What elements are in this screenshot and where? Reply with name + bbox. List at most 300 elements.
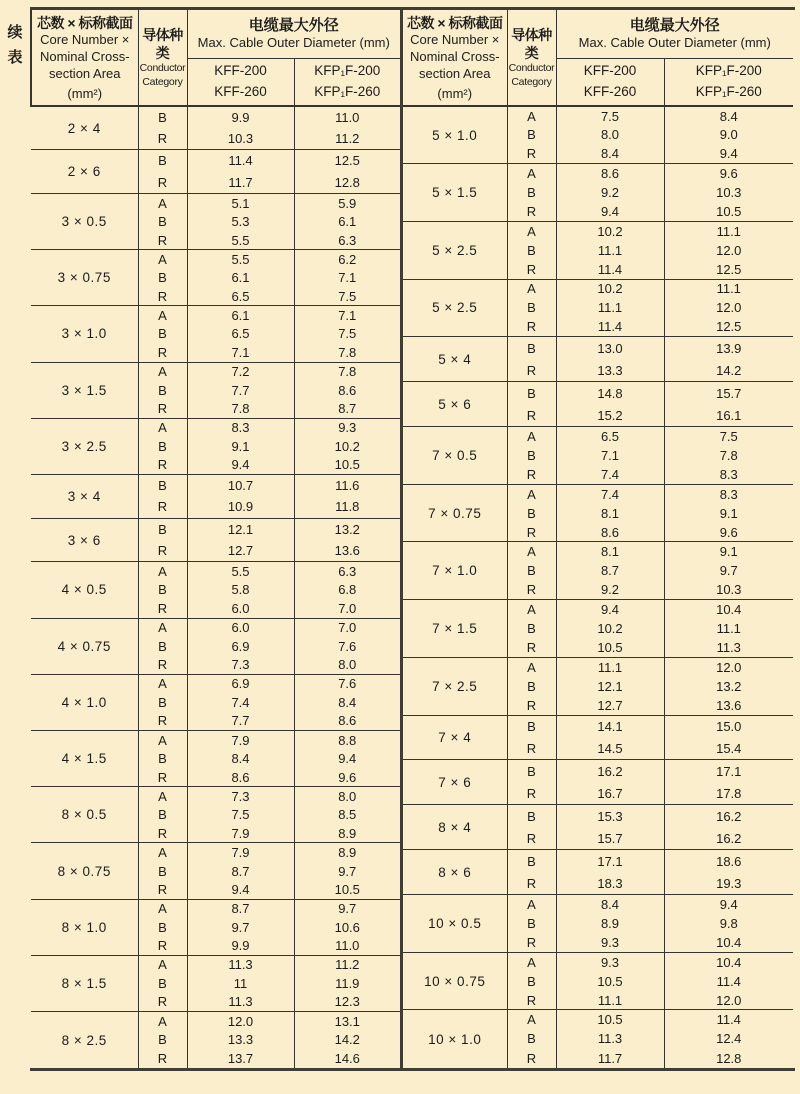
table-row bbox=[403, 850, 793, 872]
kfp-value-cell: 7.6 bbox=[338, 638, 357, 654]
kfp-value-cell: 8.3 bbox=[664, 484, 793, 503]
conductor-cell: A bbox=[507, 952, 556, 971]
kff-model-header bbox=[556, 58, 664, 106]
kff-value-cell: 6.0 bbox=[187, 599, 294, 618]
core-header-en1: Core Number × bbox=[410, 31, 500, 47]
kff-260-label: KFF-260 bbox=[583, 83, 637, 99]
core-header-en3: section Area bbox=[418, 65, 491, 81]
conductor-cell: R bbox=[507, 202, 556, 221]
kff-value-cell: 11.1 bbox=[556, 241, 664, 260]
table-row bbox=[31, 193, 400, 212]
kff-value-cell: 10.7 bbox=[187, 474, 294, 496]
kff-value-cell: 11.7 bbox=[556, 1048, 664, 1068]
conductor-cell: A bbox=[138, 843, 187, 862]
kff-value-cell: 7.7 bbox=[187, 712, 294, 731]
max-diameter-header bbox=[187, 10, 400, 58]
conductor-cell: A bbox=[138, 731, 187, 750]
kfp-value-cell: 11.4 bbox=[664, 1010, 793, 1029]
core-header-unit: (mm²) bbox=[437, 86, 473, 102]
size-cell: 7 × 1.5 bbox=[403, 600, 507, 658]
table-row bbox=[31, 899, 400, 918]
core-header-en2: Nominal Cross- bbox=[409, 48, 500, 64]
conductor-cell: B bbox=[507, 972, 556, 991]
conductor-cell: R bbox=[138, 824, 187, 843]
kfp-value-cell: 7.5 bbox=[664, 427, 793, 446]
conductor-cell: R bbox=[507, 696, 556, 715]
kfp-value-cell: 10.4 bbox=[664, 952, 793, 971]
size-cell: 7 × 2.5 bbox=[403, 657, 507, 715]
size-cell: 5 × 2.5 bbox=[403, 221, 507, 279]
kfp-value-cell: 8.7 bbox=[338, 401, 357, 417]
kff-value-cell: 9.3 bbox=[556, 952, 664, 971]
conductor-cell: B bbox=[507, 446, 556, 465]
kfp-value-cell: 9.7 bbox=[338, 863, 357, 879]
kff-model-header bbox=[187, 58, 294, 106]
conductor-cell: A bbox=[507, 221, 556, 240]
kff-value-cell: 9.4 bbox=[556, 202, 664, 221]
kff-value-cell: 7.5 bbox=[556, 106, 664, 125]
conductor-cell: B bbox=[138, 693, 187, 712]
size-cell: 10 × 0.5 bbox=[403, 895, 507, 953]
kfp-value-cell: 9.0 bbox=[719, 127, 738, 143]
kff-260-label: KFF-260 bbox=[214, 83, 267, 99]
conductor-cell: A bbox=[507, 1010, 556, 1029]
left-table-header bbox=[31, 10, 400, 106]
conductor-cell: B bbox=[507, 504, 556, 523]
conductor-cell: A bbox=[507, 895, 556, 914]
conductor-cell: R bbox=[138, 496, 187, 518]
kff-value-cell: 7.9 bbox=[187, 843, 294, 862]
conductor-cell: A bbox=[138, 193, 187, 212]
conductor-cell: B bbox=[138, 862, 187, 881]
diameter-header-cn: 电缆最大外径 bbox=[629, 16, 720, 34]
conductor-category-header bbox=[138, 10, 187, 106]
core-header-unit: (mm²) bbox=[67, 86, 103, 102]
conductor-cell: R bbox=[507, 872, 556, 894]
conductor-cell: R bbox=[138, 656, 187, 675]
kfp1f-260-label: KFP₁F-260 bbox=[695, 83, 762, 99]
conductor-cell: R bbox=[138, 937, 187, 956]
conductor-cell: B bbox=[507, 760, 556, 782]
kff-value-cell: 11.4 bbox=[556, 260, 664, 279]
kfp-value-cell: 13.6 bbox=[334, 543, 360, 559]
size-cell: 8 × 1.0 bbox=[31, 899, 138, 955]
right-table-body bbox=[403, 106, 793, 1068]
kff-value-cell: 15.2 bbox=[556, 404, 664, 426]
conductor-cell: A bbox=[138, 787, 187, 806]
kfp-value-cell: 11.0 bbox=[335, 109, 360, 125]
size-cell: 5 × 4 bbox=[403, 337, 507, 382]
kfp-value-cell: 9.7 bbox=[294, 899, 400, 918]
conductor-cell: R bbox=[507, 782, 556, 804]
table-row bbox=[403, 221, 793, 240]
table-row bbox=[403, 952, 793, 971]
kff-value-cell: 5.1 bbox=[187, 193, 294, 212]
kfp-value-cell: 10.2 bbox=[334, 438, 360, 454]
kff-value-cell: 7.1 bbox=[556, 446, 664, 465]
kff-value-cell: 10.2 bbox=[556, 619, 664, 638]
kfp-value-cell: 10.5 bbox=[716, 204, 742, 220]
conductor-cell: B bbox=[138, 581, 187, 600]
conductor-cell: A bbox=[138, 1012, 187, 1031]
kff-value-cell: 9.3 bbox=[556, 933, 664, 952]
kff-value-cell: 6.9 bbox=[187, 674, 294, 693]
conductor-cell: R bbox=[138, 172, 187, 194]
kff-value-cell: 12.7 bbox=[187, 540, 294, 562]
conductor-cell: B bbox=[507, 241, 556, 260]
kff-value-cell: 9.9 bbox=[187, 937, 294, 956]
conductor-cell: R bbox=[507, 738, 556, 760]
table-row bbox=[31, 106, 400, 128]
size-cell: 8 × 4 bbox=[403, 805, 507, 850]
conductor-cell: B bbox=[507, 298, 556, 317]
kff-value-cell: 11.7 bbox=[187, 172, 294, 194]
conductor-cell: R bbox=[507, 359, 556, 381]
core-header-en2: Nominal Cross- bbox=[39, 48, 130, 64]
kfp-value-cell: 10.6 bbox=[334, 919, 360, 935]
table-row bbox=[31, 518, 400, 540]
kff-value-cell: 7.4 bbox=[556, 484, 664, 503]
size-cell: 8 × 1.5 bbox=[31, 955, 138, 1011]
size-cell: 3 × 0.75 bbox=[31, 250, 138, 306]
kfp-value-cell: 6.8 bbox=[338, 582, 357, 598]
table-row bbox=[31, 955, 400, 974]
size-cell: 3 × 1.5 bbox=[31, 362, 138, 418]
kff-value-cell: 5.8 bbox=[187, 581, 294, 600]
kfp-value-cell: 16.2 bbox=[664, 805, 793, 827]
kfp-value-cell: 9.4 bbox=[664, 895, 793, 914]
table-row bbox=[403, 657, 793, 676]
kfp-value-cell: 8.5 bbox=[338, 807, 357, 823]
conductor-header-cn2: 类 bbox=[155, 44, 170, 61]
kff-value-cell: 11.1 bbox=[556, 298, 664, 317]
kfp-value-cell: 16.1 bbox=[716, 407, 742, 423]
kfp-value-cell: 11.8 bbox=[335, 499, 360, 515]
diameter-header-en: Max. Cable Outer Diameter (mm) bbox=[197, 35, 390, 51]
conductor-header-en1: Conductor bbox=[508, 62, 555, 75]
kfp-value-cell: 17.8 bbox=[716, 785, 742, 801]
table-row bbox=[31, 562, 400, 581]
conductor-cell: R bbox=[138, 768, 187, 787]
kff-value-cell: 13.0 bbox=[556, 337, 664, 359]
conductor-cell: B bbox=[138, 805, 187, 824]
conductor-cell: A bbox=[507, 542, 556, 561]
table-row bbox=[31, 474, 400, 496]
kfp-value-cell: 13.1 bbox=[294, 1012, 400, 1031]
kff-value-cell: 15.3 bbox=[556, 805, 664, 827]
kff-value-cell: 11.3 bbox=[187, 993, 294, 1012]
kfp-value-cell: 8.0 bbox=[294, 787, 400, 806]
kff-value-cell: 7.2 bbox=[187, 362, 294, 381]
kff-value-cell: 8.1 bbox=[556, 542, 664, 561]
kfp-value-cell: 12.5 bbox=[716, 261, 742, 277]
conductor-header-cn1: 导体种 bbox=[142, 26, 183, 43]
conductor-cell: B bbox=[138, 518, 187, 540]
kff-value-cell: 8.1 bbox=[556, 504, 664, 523]
conductor-cell: B bbox=[138, 749, 187, 768]
kfp-value-cell: 6.1 bbox=[338, 214, 357, 230]
table-row bbox=[403, 427, 793, 446]
conductor-cell: R bbox=[507, 318, 556, 337]
conductor-cell: R bbox=[138, 599, 187, 618]
kff-value-cell: 10.3 bbox=[187, 128, 294, 150]
kfp-value-cell: 10.4 bbox=[664, 600, 793, 619]
conductor-cell: A bbox=[507, 657, 556, 676]
kfp-value-cell: 9.4 bbox=[719, 146, 738, 162]
size-cell: 8 × 0.5 bbox=[31, 787, 138, 843]
size-cell: 5 × 1.0 bbox=[403, 106, 507, 164]
conductor-cell: R bbox=[507, 1048, 556, 1068]
kfp-value-cell: 11.6 bbox=[294, 474, 400, 496]
kff-value-cell: 7.8 bbox=[187, 400, 294, 419]
kfp-value-cell: 15.4 bbox=[716, 740, 742, 756]
table-row bbox=[403, 600, 793, 619]
kff-value-cell: 8.7 bbox=[187, 899, 294, 918]
kff-value-cell: 6.5 bbox=[556, 427, 664, 446]
kfp-value-cell: 12.4 bbox=[716, 1031, 742, 1047]
kfp-value-cell: 9.4 bbox=[338, 751, 357, 767]
kfp-value-cell: 12.3 bbox=[334, 994, 360, 1010]
kff-value-cell: 16.2 bbox=[556, 760, 664, 782]
kff-value-cell: 5.5 bbox=[187, 250, 294, 269]
kfp-value-cell: 6.2 bbox=[294, 250, 400, 269]
kfp-value-cell: 12.0 bbox=[716, 300, 742, 316]
kfp1f-200-label: KFP₁F-200 bbox=[695, 62, 762, 78]
kfp-value-cell: 18.6 bbox=[664, 850, 793, 872]
kfp-value-cell: 6.3 bbox=[338, 232, 357, 248]
kfp-value-cell: 14.2 bbox=[334, 1032, 360, 1048]
kff-value-cell: 7.3 bbox=[187, 787, 294, 806]
kfp-value-cell: 5.9 bbox=[294, 193, 400, 212]
kff-value-cell: 11.4 bbox=[187, 150, 294, 172]
size-cell: 2 × 6 bbox=[31, 150, 138, 194]
kff-value-cell: 8.4 bbox=[187, 749, 294, 768]
kfp-value-cell: 7.5 bbox=[338, 326, 357, 342]
kfp-value-cell: 7.1 bbox=[338, 270, 357, 286]
diameter-header-en: Max. Cable Outer Diameter (mm) bbox=[578, 35, 771, 51]
conductor-cell: B bbox=[507, 337, 556, 359]
max-diameter-header bbox=[556, 10, 793, 58]
kfp-value-cell: 8.8 bbox=[294, 731, 400, 750]
conductor-cell: R bbox=[138, 231, 187, 250]
conductor-category-header bbox=[507, 10, 556, 106]
kfp-value-cell: 9.6 bbox=[664, 164, 793, 183]
conductor-cell: R bbox=[507, 638, 556, 657]
kfp-value-cell: 12.5 bbox=[294, 150, 400, 172]
kfp-value-cell: 11.1 bbox=[664, 279, 793, 298]
kff-value-cell: 9.4 bbox=[556, 600, 664, 619]
kfp-value-cell: 7.0 bbox=[338, 600, 357, 616]
conductor-cell: B bbox=[138, 106, 187, 128]
conductor-cell: R bbox=[138, 712, 187, 731]
table-row bbox=[403, 337, 793, 359]
conductor-header-en1: Conductor bbox=[139, 62, 186, 75]
size-cell: 3 × 2.5 bbox=[31, 418, 138, 474]
kff-value-cell: 12.1 bbox=[556, 677, 664, 696]
kfp-value-cell: 9.3 bbox=[294, 418, 400, 437]
size-cell: 7 × 0.5 bbox=[403, 427, 507, 485]
kfp-value-cell: 12.8 bbox=[716, 1050, 742, 1066]
size-cell: 7 × 1.0 bbox=[403, 542, 507, 600]
conductor-cell: B bbox=[138, 437, 187, 456]
table-row bbox=[31, 674, 400, 693]
conductor-header-en2: Category bbox=[511, 75, 552, 88]
kff-value-cell: 7.3 bbox=[187, 656, 294, 675]
kfp-value-cell: 9.8 bbox=[719, 915, 738, 931]
kfp-value-cell: 11.4 bbox=[716, 973, 741, 989]
kfp-value-cell: 8.6 bbox=[338, 713, 357, 729]
kfp-value-cell: 7.8 bbox=[294, 362, 400, 381]
kfp-value-cell: 15.7 bbox=[664, 382, 793, 404]
conductor-cell: B bbox=[138, 637, 187, 656]
conductor-cell: B bbox=[138, 268, 187, 287]
kfp-value-cell: 8.6 bbox=[338, 382, 357, 398]
conductor-cell: R bbox=[507, 144, 556, 163]
kfp-value-cell: 8.9 bbox=[294, 843, 400, 862]
kfp-value-cell: 12.0 bbox=[716, 992, 742, 1008]
size-cell: 7 × 4 bbox=[403, 715, 507, 760]
table-row bbox=[31, 1012, 400, 1031]
header-row bbox=[31, 10, 400, 58]
conductor-cell: B bbox=[138, 381, 187, 400]
conductor-cell: R bbox=[138, 287, 187, 306]
kff-value-cell: 8.6 bbox=[556, 523, 664, 542]
kfp-value-cell: 11.3 bbox=[716, 640, 741, 655]
kff-value-cell: 10.2 bbox=[556, 221, 664, 240]
kff-value-cell: 11.1 bbox=[556, 991, 664, 1010]
core-header-en3: section Area bbox=[48, 65, 121, 81]
kff-value-cell: 6.5 bbox=[187, 325, 294, 344]
size-cell: 4 × 0.75 bbox=[31, 618, 138, 674]
conductor-header-cn1: 导体种 bbox=[511, 26, 552, 43]
kfp-value-cell: 19.3 bbox=[716, 875, 742, 891]
kfp-value-cell: 7.8 bbox=[719, 447, 738, 463]
conductor-cell: B bbox=[138, 150, 187, 172]
kff-value-cell: 9.2 bbox=[556, 580, 664, 599]
kff-value-cell: 8.4 bbox=[556, 144, 664, 163]
kff-value-cell: 13.3 bbox=[187, 1030, 294, 1049]
conductor-cell: A bbox=[138, 674, 187, 693]
kff-value-cell: 7.9 bbox=[187, 824, 294, 843]
size-cell: 3 × 1.0 bbox=[31, 306, 138, 362]
kfp-value-cell: 7.0 bbox=[294, 618, 400, 637]
size-cell: 5 × 2.5 bbox=[403, 279, 507, 337]
conductor-cell: A bbox=[507, 164, 556, 183]
kfp-value-cell: 9.6 bbox=[338, 769, 357, 785]
kff-value-cell: 8.9 bbox=[556, 914, 664, 933]
table-row bbox=[31, 843, 400, 862]
conductor-cell: A bbox=[138, 618, 187, 637]
size-cell: 4 × 1.5 bbox=[31, 731, 138, 787]
kff-value-cell: 8.3 bbox=[187, 418, 294, 437]
conductor-cell: R bbox=[138, 400, 187, 419]
conductor-cell: A bbox=[138, 955, 187, 974]
kfp-value-cell: 13.2 bbox=[294, 518, 400, 540]
table-row bbox=[403, 760, 793, 782]
kff-value-cell: 11.1 bbox=[556, 657, 664, 676]
kfp-value-cell: 9.7 bbox=[719, 563, 738, 579]
table-row bbox=[31, 787, 400, 806]
kff-value-cell: 14.1 bbox=[556, 715, 664, 737]
right-spec-table bbox=[403, 10, 793, 1068]
conductor-cell: B bbox=[138, 1030, 187, 1049]
size-cell: 7 × 0.75 bbox=[403, 484, 507, 542]
table-row bbox=[403, 106, 793, 125]
left-table-body bbox=[31, 106, 400, 1068]
size-cell: 10 × 1.0 bbox=[403, 1010, 507, 1068]
kff-value-cell: 11.3 bbox=[187, 955, 294, 974]
conductor-cell: R bbox=[138, 993, 187, 1012]
kff-200-label: KFF-200 bbox=[583, 62, 637, 78]
table-row bbox=[403, 542, 793, 561]
kff-value-cell: 6.9 bbox=[187, 637, 294, 656]
kff-value-cell: 5.5 bbox=[187, 231, 294, 250]
kfp-value-cell: 9.1 bbox=[664, 542, 793, 561]
kff-value-cell: 8.0 bbox=[556, 125, 664, 144]
conductor-cell: B bbox=[507, 715, 556, 737]
conductor-cell: A bbox=[507, 427, 556, 446]
continued-table-label: 续表 bbox=[7, 24, 23, 66]
conductor-cell: R bbox=[138, 456, 187, 475]
size-cell: 8 × 6 bbox=[403, 850, 507, 895]
kfp-value-cell: 14.2 bbox=[716, 362, 742, 378]
kfp-value-cell: 11.2 bbox=[294, 955, 400, 974]
conductor-cell: B bbox=[138, 212, 187, 231]
kff-value-cell: 11.4 bbox=[556, 318, 664, 337]
kfp-value-cell: 12.0 bbox=[716, 242, 742, 258]
kff-value-cell: 9.4 bbox=[187, 456, 294, 475]
kff-value-cell: 14.5 bbox=[556, 738, 664, 760]
kff-value-cell: 14.8 bbox=[556, 382, 664, 404]
conductor-cell: A bbox=[138, 362, 187, 381]
table-row bbox=[31, 150, 400, 172]
kfp-value-cell: 10.3 bbox=[716, 582, 742, 598]
kfp-value-cell: 11.1 bbox=[664, 221, 793, 240]
table-row bbox=[403, 1010, 793, 1029]
kff-value-cell: 8.6 bbox=[556, 164, 664, 183]
kff-value-cell: 12.0 bbox=[187, 1012, 294, 1031]
conductor-cell: R bbox=[138, 1049, 187, 1068]
conductor-cell: A bbox=[507, 279, 556, 298]
conductor-cell: B bbox=[138, 918, 187, 937]
table-row bbox=[31, 418, 400, 437]
kfp-value-cell: 11.2 bbox=[335, 131, 360, 147]
kfp-value-cell: 8.3 bbox=[719, 466, 738, 482]
conductor-cell: R bbox=[138, 540, 187, 562]
conductor-cell: A bbox=[138, 306, 187, 325]
left-gutter bbox=[0, 7, 30, 1071]
conductor-cell: R bbox=[138, 343, 187, 362]
right-table-header bbox=[403, 10, 793, 106]
kff-value-cell: 10.2 bbox=[556, 279, 664, 298]
conductor-cell: B bbox=[507, 619, 556, 638]
kff-value-cell: 18.3 bbox=[556, 872, 664, 894]
kff-value-cell: 7.4 bbox=[187, 693, 294, 712]
kff-value-cell: 16.7 bbox=[556, 782, 664, 804]
kfp-value-cell: 8.9 bbox=[338, 825, 357, 841]
kfp-value-cell: 10.3 bbox=[716, 185, 742, 201]
kfp-value-cell: 12.0 bbox=[664, 657, 793, 676]
kff-value-cell: 13.3 bbox=[556, 359, 664, 381]
conductor-cell: R bbox=[507, 523, 556, 542]
kff-value-cell: 7.7 bbox=[187, 381, 294, 400]
conductor-cell: B bbox=[507, 805, 556, 827]
kfp-model-header bbox=[294, 58, 400, 106]
kff-value-cell: 6.5 bbox=[187, 287, 294, 306]
table-row bbox=[403, 484, 793, 503]
kfp-value-cell: 14.6 bbox=[334, 1050, 360, 1066]
conductor-header-en2: Category bbox=[142, 75, 183, 88]
